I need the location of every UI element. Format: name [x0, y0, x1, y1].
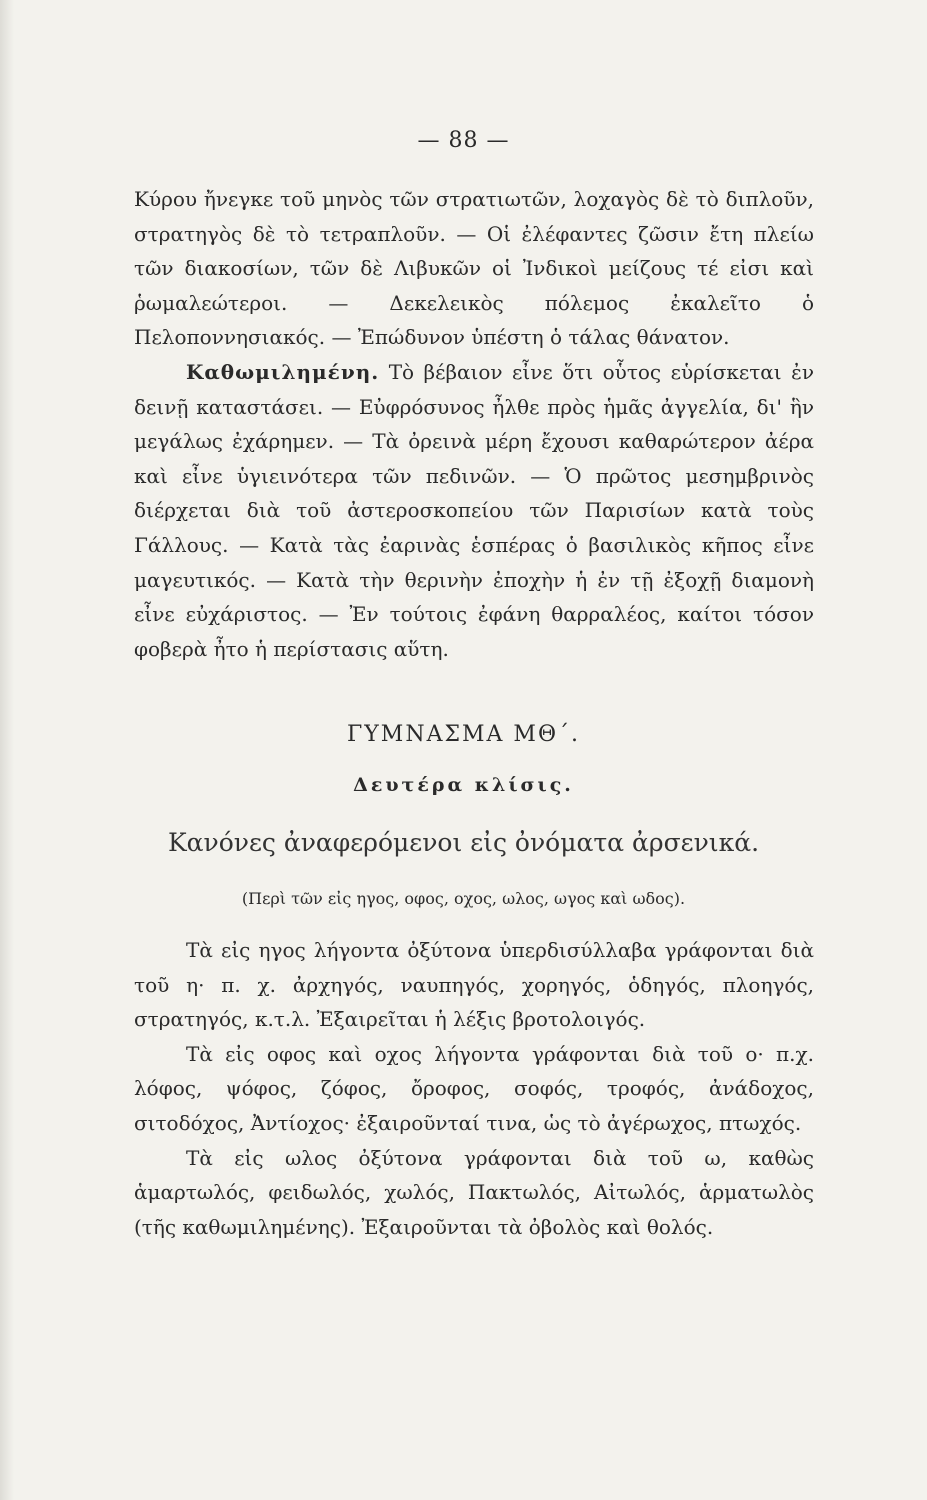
spine-shadow [0, 0, 14, 1500]
rule-οφος-οχος: Τὰ εἰς οφος καὶ οχος λήγοντα γράφονται διὰ τοῦ ο· π.χ. λόφος, ψόφος, ζόφος, ὄροφος, σοφός, τροφός, ἀνάδοχος, σιτοδόχος, Ἀντίοχος· ἐξαιροῦνταί τινα, ὡς τὸ ἀγέρωχος, πτωχός. [134, 1041, 814, 1135]
paragraph-2-heading: Καθωμιλημένη. [186, 359, 380, 384]
section-note: (Περὶ τῶν εἰς ηγος, οφος, οχος, ωλος, ωγος καὶ ωδος). [241, 889, 686, 908]
section-subheading: Δευτέρα κλίσις. [353, 774, 574, 796]
paragraph-2-text: Τὸ βέβαιον εἶνε ὅτι οὗτος εὑρίσκεται ἐν δεινῇ καταστάσει. — Εὐφρόσυνος ἦλθε πρὸς ἡμᾶς ἀγγελία, δι' ἣν μεγάλως ἐχάρημεν. — Τὰ ὀρεινὰ μέρη ἔχουσι καθαρώτερον ἀέρα καὶ εἶνε ὑγιεινότερα τῶν πεδινῶν. — Ὁ πρῶτος μεσημβρινὸς διέρχεται διὰ τοῦ ἀστεροσκοπείου τῶν Παρισίων κατὰ τοὺς Γάλλους. — Κατὰ τὰς ἐαρινὰς ἑσπέρας ὁ βασιλικὸς κῆπος εἶνε μαγευτικός. — Κατὰ τὴν θερινὴν ἐποχὴν ἡ ἐν τῇ ἐξοχῇ διαμονὴ εἶνε εὐχάριστος. — Ἐν τούτοις ἐφάνη θαρραλέος, καίτοι τόσον φοβερὰ ἦτο ἡ περίστασις αὕτη. [134, 359, 815, 661]
paragraph-2 [134, 355, 814, 666]
rule-ωλος: Τὰ εἰς ωλος ὀξύτονα γράφονται διὰ τοῦ ω, καθὼς ἁμαρτωλός, φειδωλός, χωλός, Πακτωλός, Αἰτωλός, ἁρματωλὸς (τῆς καθωμιλημένης). Ἐξαιροῦνται τὰ ὀβολὸς καὶ θολός. [134, 1145, 814, 1239]
section-heading: ΓΥΜΝΑΣΜΑ ΜΘ΄. [347, 722, 580, 747]
rules-text [134, 933, 814, 1244]
page-number: — 88 — [417, 128, 510, 153]
section-title: Κανόνες ἀναφερόμενοι εἰς ὀνόματα ἀρσενικά. [167, 828, 760, 857]
exercise-text-top [134, 182, 814, 666]
paragraph-1: Κύρου ἤνεγκε τοῦ μηνὸς τῶν στρατιωτῶν, λοχαγὸς δὲ τὸ διπλοῦν, στρατηγὸς δὲ τὸ τετραπλοῦν. — Οἱ ἐλέφαντες ζῶσιν ἔτη πλείω τῶν διακοσίων, τῶν δὲ Λιβυκῶν οἱ Ἰνδικοὶ μείζους τέ εἰσι καὶ ῥωμαλεώτεροι. — Δεκελεικὸς πόλεμος ἐκαλεῖτο ὁ Πελοποννησιακός. — Ἐπώδυνον ὑπέστη ὁ τάλας θάνατον. [134, 187, 814, 350]
rule-ηγος: Τὰ εἰς ηγος λήγοντα ὀξύτονα ὑπερδισύλλαβα γράφονται διὰ τοῦ η· π. χ. ἀρχηγός, ναυπηγός, χορηγός, ὁδηγός, πλοηγός, στρατηγός, κ.τ.λ. Ἐξαιρεῖται ἡ λέξις βροτολοιγός. [134, 938, 814, 1032]
